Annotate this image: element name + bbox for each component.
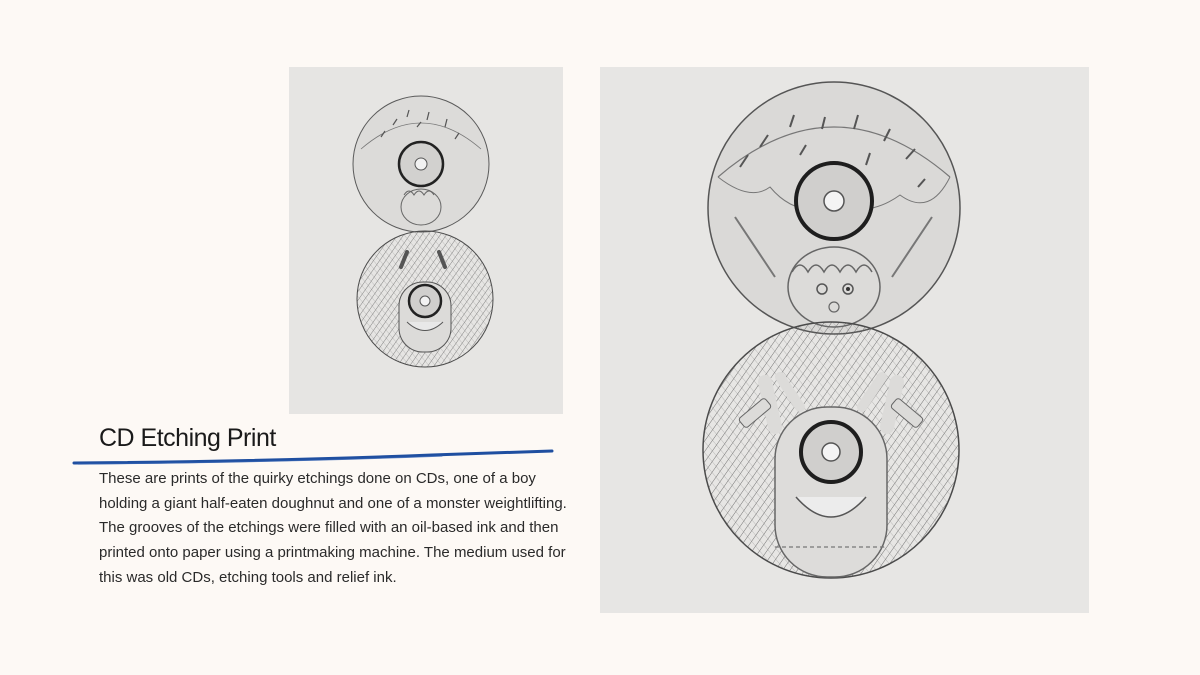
- print-sheet-illustration: [289, 67, 563, 414]
- cd-etching-print-closeup: [600, 67, 1089, 613]
- cd-etching-print-full-sheet: [289, 67, 563, 414]
- slide-description: These are prints of the quirky etchings done on CDs, one of a boy holding a giant half-eaten doughnut and one of a monster weightlifting. The grooves of the etchings were filled with an oil-based ink and then printed onto paper using a printmaking machine. The medium used for this was old CDs, etching tools and relief ink.: [99, 470, 567, 586]
- monster-disc: [357, 231, 493, 367]
- doughnut-disc-closeup: [708, 82, 960, 334]
- monster-disc-closeup: [703, 322, 959, 578]
- title-underline: [72, 446, 556, 468]
- print-closeup-illustration: [600, 67, 1089, 613]
- slide-title: CD Etching Print: [99, 424, 276, 452]
- doughnut-disc: [353, 96, 489, 232]
